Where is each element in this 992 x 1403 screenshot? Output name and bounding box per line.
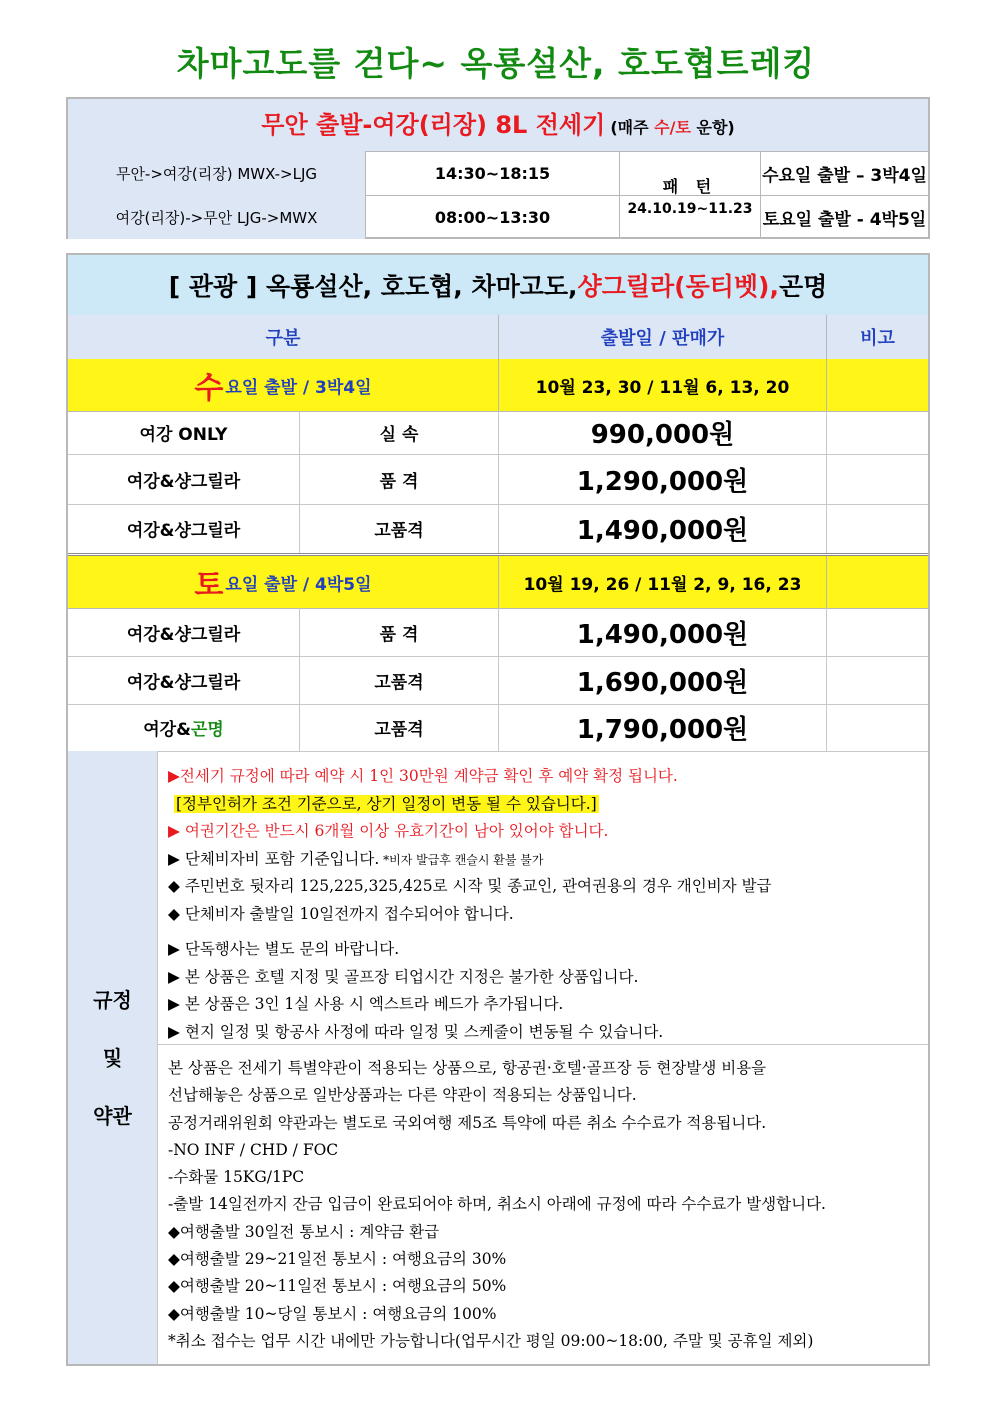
flight-header [68, 99, 928, 152]
group-dates: 10월 19, 26 / 11월 2, 9, 16, 23 [499, 556, 827, 608]
group-day: 토 요일 출발 / 4박5일 [68, 556, 499, 608]
product-note [827, 656, 928, 704]
flight-row-outbound [68, 151, 928, 196]
table-row [68, 704, 928, 752]
terms-line: 공정거래위원회 약관과는 별도로 국외여행 제5조 특약에 따른 취소 수수료가 적용됩니다. [168, 1113, 767, 1132]
header-category: 구분 [68, 315, 499, 359]
terms-line: ◆ 단체비자 출발일 10일전까지 접수되어야 합니다. [168, 904, 514, 923]
table-row [68, 411, 928, 455]
flight-header-note: (매주 수/토 운항) [610, 118, 735, 137]
flight-header-title: 무안 출발-여강(리장) 8L 전세기 [261, 111, 606, 139]
table-row [68, 504, 928, 553]
flight-time: 08:00~13:30 [366, 195, 620, 239]
pattern-dates: 24.10.19~11.23 [627, 200, 753, 217]
group-day: 수 요일 출발 / 3박4일 [68, 359, 499, 411]
terms-line: ◆여행출발 29~21일전 통보시 : 여행요금의 30% [168, 1250, 507, 1269]
flight-info-box [66, 97, 930, 239]
terms-line: ◆ 주민번호 뒷자리 125,225,325,425로 시작 및 종교인, 관여권용의 경우 개인비자 발급 [168, 877, 772, 895]
terms-line: *취소 접수는 업무 시간 내에만 가능합니다(업무시간 평일 09:00~18:00, 주말 및 공휴일 제외) [168, 1331, 814, 1350]
table-row [68, 656, 928, 705]
section-title: [ 관광 ] 옥룡설산, 호도협, 차마고도, 샹그릴라(동티벳), 곤명 [68, 255, 928, 316]
terms-line: [정부인허가 조건 기준으로, 상기 일정이 변동 될 수 있습니다.] [176, 794, 597, 813]
terms-cancellation [158, 1045, 928, 1364]
terms-line: ▶전세기 규정에 따라 예약 시 1인 30만원 계약금 확인 후 예약 확정 됩니다. [168, 767, 678, 785]
terms-line: 선납해놓은 상품으로 일반상품과는 다른 약관이 적용되는 상품입니다. [168, 1086, 637, 1105]
product-price: 1,790,000원 [499, 704, 827, 751]
product-grade: 고품격 [300, 504, 499, 553]
pattern-cell [620, 151, 761, 239]
product-name: 여강&샹그릴라 [68, 454, 300, 504]
table-row [68, 608, 928, 657]
product-price: 1,490,000원 [499, 608, 827, 656]
terms-line: ▶ 여권기간은 반드시 6개월 이상 유효기간이 남아 있어야 합니다. [168, 822, 609, 840]
departure-schedule: 토요일 출발 - 4박5일 [762, 209, 927, 230]
product-name: 여강&샹그릴라 [68, 608, 300, 656]
product-note [827, 454, 928, 504]
flight-route: 무안->여강(리장) MWX->LJG [68, 151, 366, 195]
terms-line: ▶ 본 상품은 3인 1실 사용 시 엑스트라 베드가 추가됩니다. [168, 995, 564, 1013]
flight-time: 14:30~18:15 [366, 151, 620, 195]
terms-line: -출발 14일전까지 잔금 입금이 완료되어야 하며, 취소시 아래에 규정에 따라 수수료가 발생합니다. [168, 1195, 826, 1214]
price-table [66, 253, 930, 1366]
product-price: 990,000원 [499, 411, 827, 454]
table-header [68, 315, 928, 360]
pattern-label: 패 턴 [662, 176, 718, 196]
terms-line: ▶ 단독행사는 별도 문의 바랍니다. [168, 940, 400, 958]
terms-line: -수화물 15KG/1PC [168, 1168, 305, 1187]
terms-line: ▶ 본 상품은 호텔 지정 및 골프장 티업시간 지정은 불가한 상품입니다. [168, 967, 639, 986]
terms-rules [158, 751, 928, 1045]
product-note [827, 608, 928, 656]
product-name: 여강&샹그릴라 [68, 656, 300, 704]
product-price: 1,490,000원 [499, 504, 827, 553]
group-header-wed [68, 359, 928, 412]
product-price: 1,690,000원 [499, 656, 827, 704]
flight-route: 여강(리장)->무안 LJG->MWX [68, 195, 366, 239]
group-dates: 10월 23, 30 / 11월 6, 13, 20 [499, 359, 827, 411]
terms-line: -NO INF / CHD / FOC [168, 1140, 339, 1159]
product-grade: 실 속 [300, 411, 499, 454]
terms-line: ▶ 현지 일정 및 항공사 사정에 따라 일정 및 스케줄이 변동될 수 있습니다. [168, 1022, 664, 1041]
terms-line: ◆여행출발 10~당일 통보시 : 여행요금의 100% [168, 1304, 497, 1323]
terms-label: 규정 및 약관 [68, 751, 158, 1364]
product-name: 여강& 곤명 [68, 704, 300, 751]
product-note [827, 704, 928, 751]
group-note [827, 556, 928, 608]
terms-line: ◆여행출발 30일전 통보시 : 계약금 환급 [168, 1222, 440, 1241]
departure-schedule: 수요일 출발 – 3박4일 [762, 165, 927, 186]
group-header-sat [68, 556, 928, 609]
terms-line: 본 상품은 전세기 특별약관이 적용되는 상품으로, 항공권·호텔·골프장 등 현장발생 비용을 [168, 1059, 767, 1077]
header-note: 비고 [860, 328, 895, 349]
product-grade: 고품격 [300, 704, 499, 751]
flight-row-return [68, 195, 928, 239]
product-price: 1,290,000원 [499, 454, 827, 504]
terms-line: ◆여행출발 20~11일전 통보시 : 여행요금의 50% [168, 1277, 507, 1296]
header-date-price: 출발일 / 판매가 [499, 315, 827, 359]
product-name: 여강 ONLY [68, 411, 300, 454]
product-note [827, 504, 928, 553]
page-title: 차마고도를 걷다~ 옥룡설산, 호도협트레킹 [176, 44, 816, 83]
product-grade: 품 격 [300, 454, 499, 504]
group-note [827, 359, 928, 411]
product-grade: 품 격 [300, 608, 499, 656]
product-grade: 고품격 [300, 656, 499, 704]
table-row [68, 454, 928, 505]
product-note [827, 411, 928, 454]
terms-line: ▶ 단체비자비 포함 기준입니다. *비자 발급후 캔슬시 환불 불가 [168, 849, 544, 868]
product-name: 여강&샹그릴라 [68, 504, 300, 553]
